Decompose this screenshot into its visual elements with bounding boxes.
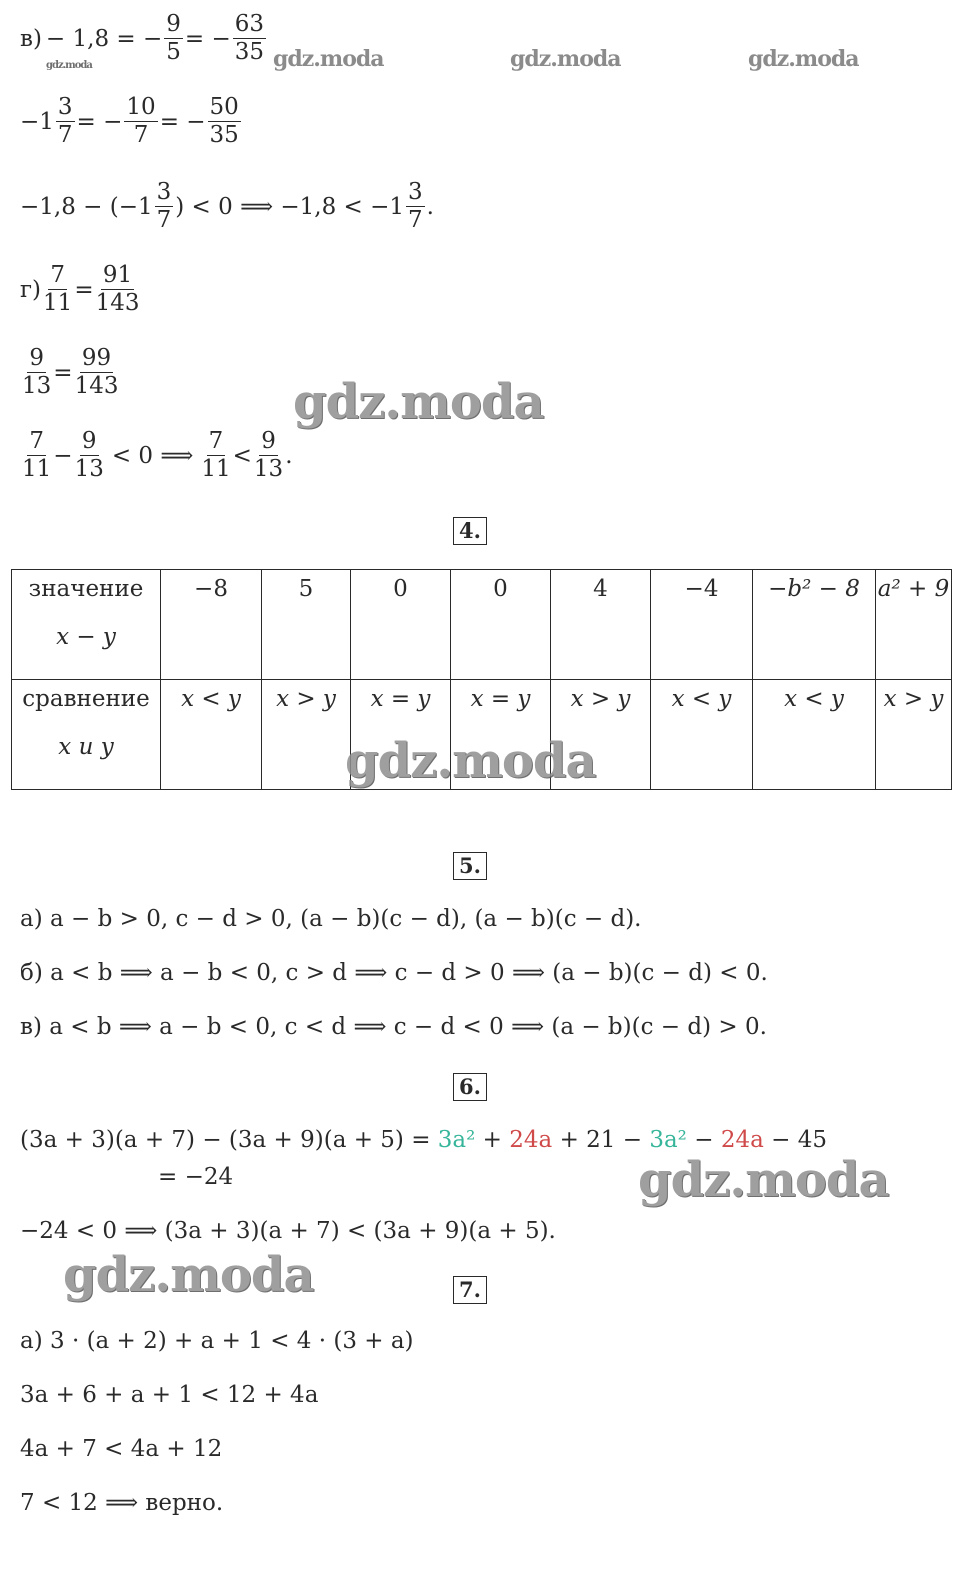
expr-text: − 1,8 = − (45, 25, 163, 52)
numerator: 9 (259, 429, 278, 456)
expr-text: = − (76, 108, 123, 135)
table-cell: −4 (651, 570, 753, 680)
part-v-line-2 (20, 95, 243, 149)
denominator: 5 (166, 39, 181, 66)
table-cell: −b² − 8 (753, 570, 876, 680)
task-7-number: 7. (453, 1276, 487, 1304)
row-label: значение (28, 576, 144, 602)
expr-text: = − (184, 25, 231, 52)
denominator: 143 (95, 290, 140, 317)
task-5-line-b: б) a < b ⟹ a − b < 0, c > d ⟹ c − d > 0 ⟹ (a − b)(c − d) < 0. (20, 960, 768, 986)
table-row (12, 570, 952, 680)
expr-text: . (285, 442, 293, 469)
row-header (12, 680, 161, 790)
task-7-line-1: а) 3 · (a + 2) + a + 1 < 4 · (3 + a) (20, 1328, 414, 1354)
watermark: gdz.moda (748, 46, 859, 72)
denominator: 35 (234, 39, 265, 66)
fraction (75, 346, 119, 400)
task-5-number: 5. (453, 852, 487, 880)
watermark: gdz.moda (510, 46, 621, 72)
numerator: 3 (155, 180, 174, 207)
part-g-line-2 (20, 346, 120, 400)
table-cell: 5 (262, 570, 351, 680)
expr-text: + (475, 1127, 510, 1153)
highlight-term: 3a² (649, 1127, 687, 1153)
table-cell: 4 (551, 570, 651, 680)
expr-text: (3a + 3)(a + 7) − (3a + 9)(a + 5) = (20, 1127, 438, 1153)
numerator: 9 (164, 12, 183, 39)
task-6-line-3: −24 < 0 ⟹ (3a + 3)(a + 7) < (3a + 9)(a + 5). (20, 1218, 556, 1244)
row-sublabel: x − y (56, 624, 116, 650)
part-g-line-1 (20, 263, 142, 317)
denominator: 13 (74, 456, 104, 483)
denominator: 7 (156, 207, 172, 234)
expr-text: −1 (20, 108, 54, 135)
denominator: 11 (201, 456, 231, 483)
part-v-line-3 (20, 180, 434, 234)
expr-text: . (426, 193, 434, 220)
task-7-line-4: 7 < 12 ⟹ верно. (20, 1490, 224, 1516)
task-6-line-1 (20, 1127, 827, 1153)
table-cell: x < y (651, 680, 753, 790)
fraction (208, 95, 241, 149)
table-cell: x > y (876, 680, 952, 790)
denominator: 7 (408, 207, 423, 234)
table-cell: −8 (161, 570, 262, 680)
table-cell: 0 (351, 570, 451, 680)
numerator: 99 (80, 346, 113, 373)
denominator: 11 (22, 456, 52, 483)
numerator: 3 (406, 180, 425, 207)
expr-text: −1,8 − (−1 (20, 193, 153, 220)
numerator: 9 (27, 346, 46, 373)
expr-text: < (232, 442, 252, 469)
numerator: 7 (207, 429, 226, 456)
highlight-term: 3a² (437, 1127, 476, 1153)
numerator: 10 (124, 95, 157, 122)
task-6-number: 6. (453, 1073, 487, 1101)
highlight-term: 24a (509, 1127, 553, 1153)
numerator: 63 (233, 12, 266, 39)
expr-text: = (74, 276, 94, 303)
part-v-label: в) (20, 25, 42, 52)
fraction (22, 429, 51, 483)
row-sublabel: x и y (58, 734, 114, 760)
table-cell: x < y (161, 680, 262, 790)
table-cell: 0 (451, 570, 551, 680)
task-7-line-3: 4a + 7 < 4a + 12 (20, 1436, 223, 1462)
task-5-line-v: в) a < b ⟹ a − b < 0, c < d ⟹ c − d < 0 ⟹ (a − b)(c − d) > 0. (20, 1014, 767, 1040)
fraction (124, 95, 157, 149)
expr-text: < 0 ⟹ (111, 442, 194, 469)
denominator: 7 (57, 122, 73, 149)
table-cell: x > y (551, 680, 651, 790)
watermark: gdz.moda (638, 1152, 889, 1208)
numerator: 7 (27, 429, 46, 456)
expr-text: + 21 − (552, 1127, 650, 1153)
watermark: gdz.moda (273, 46, 384, 72)
expr-text: = − (159, 108, 206, 135)
denominator: 13 (253, 456, 284, 483)
expr-text: ) < 0 ⟹ −1,8 < −1 (175, 193, 405, 220)
denominator: 11 (43, 290, 73, 317)
fraction (164, 12, 183, 66)
numerator: 50 (208, 95, 241, 122)
expr-text: − 45 (763, 1127, 827, 1153)
watermark: gdz.moda (345, 733, 596, 789)
watermark: gdz.moda (46, 60, 92, 71)
fraction (233, 12, 266, 66)
denominator: 7 (133, 122, 149, 149)
fraction (96, 263, 140, 317)
fraction (406, 180, 425, 234)
fraction (75, 429, 104, 483)
fraction (56, 95, 75, 149)
numerator: 7 (48, 263, 67, 290)
row-label: сравнение (22, 686, 150, 712)
part-g-label: г) (20, 276, 42, 303)
fraction (201, 429, 230, 483)
task-5-line-a: а) a − b > 0, c − d > 0, (a − b)(c − d), (a − b)(c − d). (20, 906, 642, 932)
part-g-line-3 (20, 429, 293, 483)
table-cell: x = y (451, 680, 551, 790)
expr-text: = (53, 359, 73, 386)
fraction (43, 263, 72, 317)
watermark: gdz.moda (63, 1247, 314, 1303)
fraction (155, 180, 174, 234)
numerator: 3 (56, 95, 75, 122)
task-7-line-2: 3a + 6 + a + 1 < 12 + 4a (20, 1382, 319, 1408)
task-4-number: 4. (453, 517, 487, 545)
task-6-line-2: = −24 (158, 1164, 234, 1190)
row-header (12, 570, 161, 680)
fraction (254, 429, 283, 483)
expr-text: − (53, 442, 73, 469)
part-v-line-1 (20, 12, 268, 66)
table-cell: x = y (351, 680, 451, 790)
table-cell: x < y (753, 680, 876, 790)
denominator: 35 (209, 122, 239, 149)
table-cell: x > y (262, 680, 351, 790)
highlight-term: 24a (720, 1127, 764, 1153)
table-cell: a² + 9 (876, 570, 952, 680)
fraction (22, 346, 51, 400)
expr-text: − (686, 1127, 721, 1153)
denominator: 13 (22, 373, 52, 400)
watermark: gdz.moda (293, 374, 544, 430)
denominator: 143 (74, 373, 119, 400)
numerator: 91 (101, 263, 134, 290)
numerator: 9 (80, 429, 99, 456)
